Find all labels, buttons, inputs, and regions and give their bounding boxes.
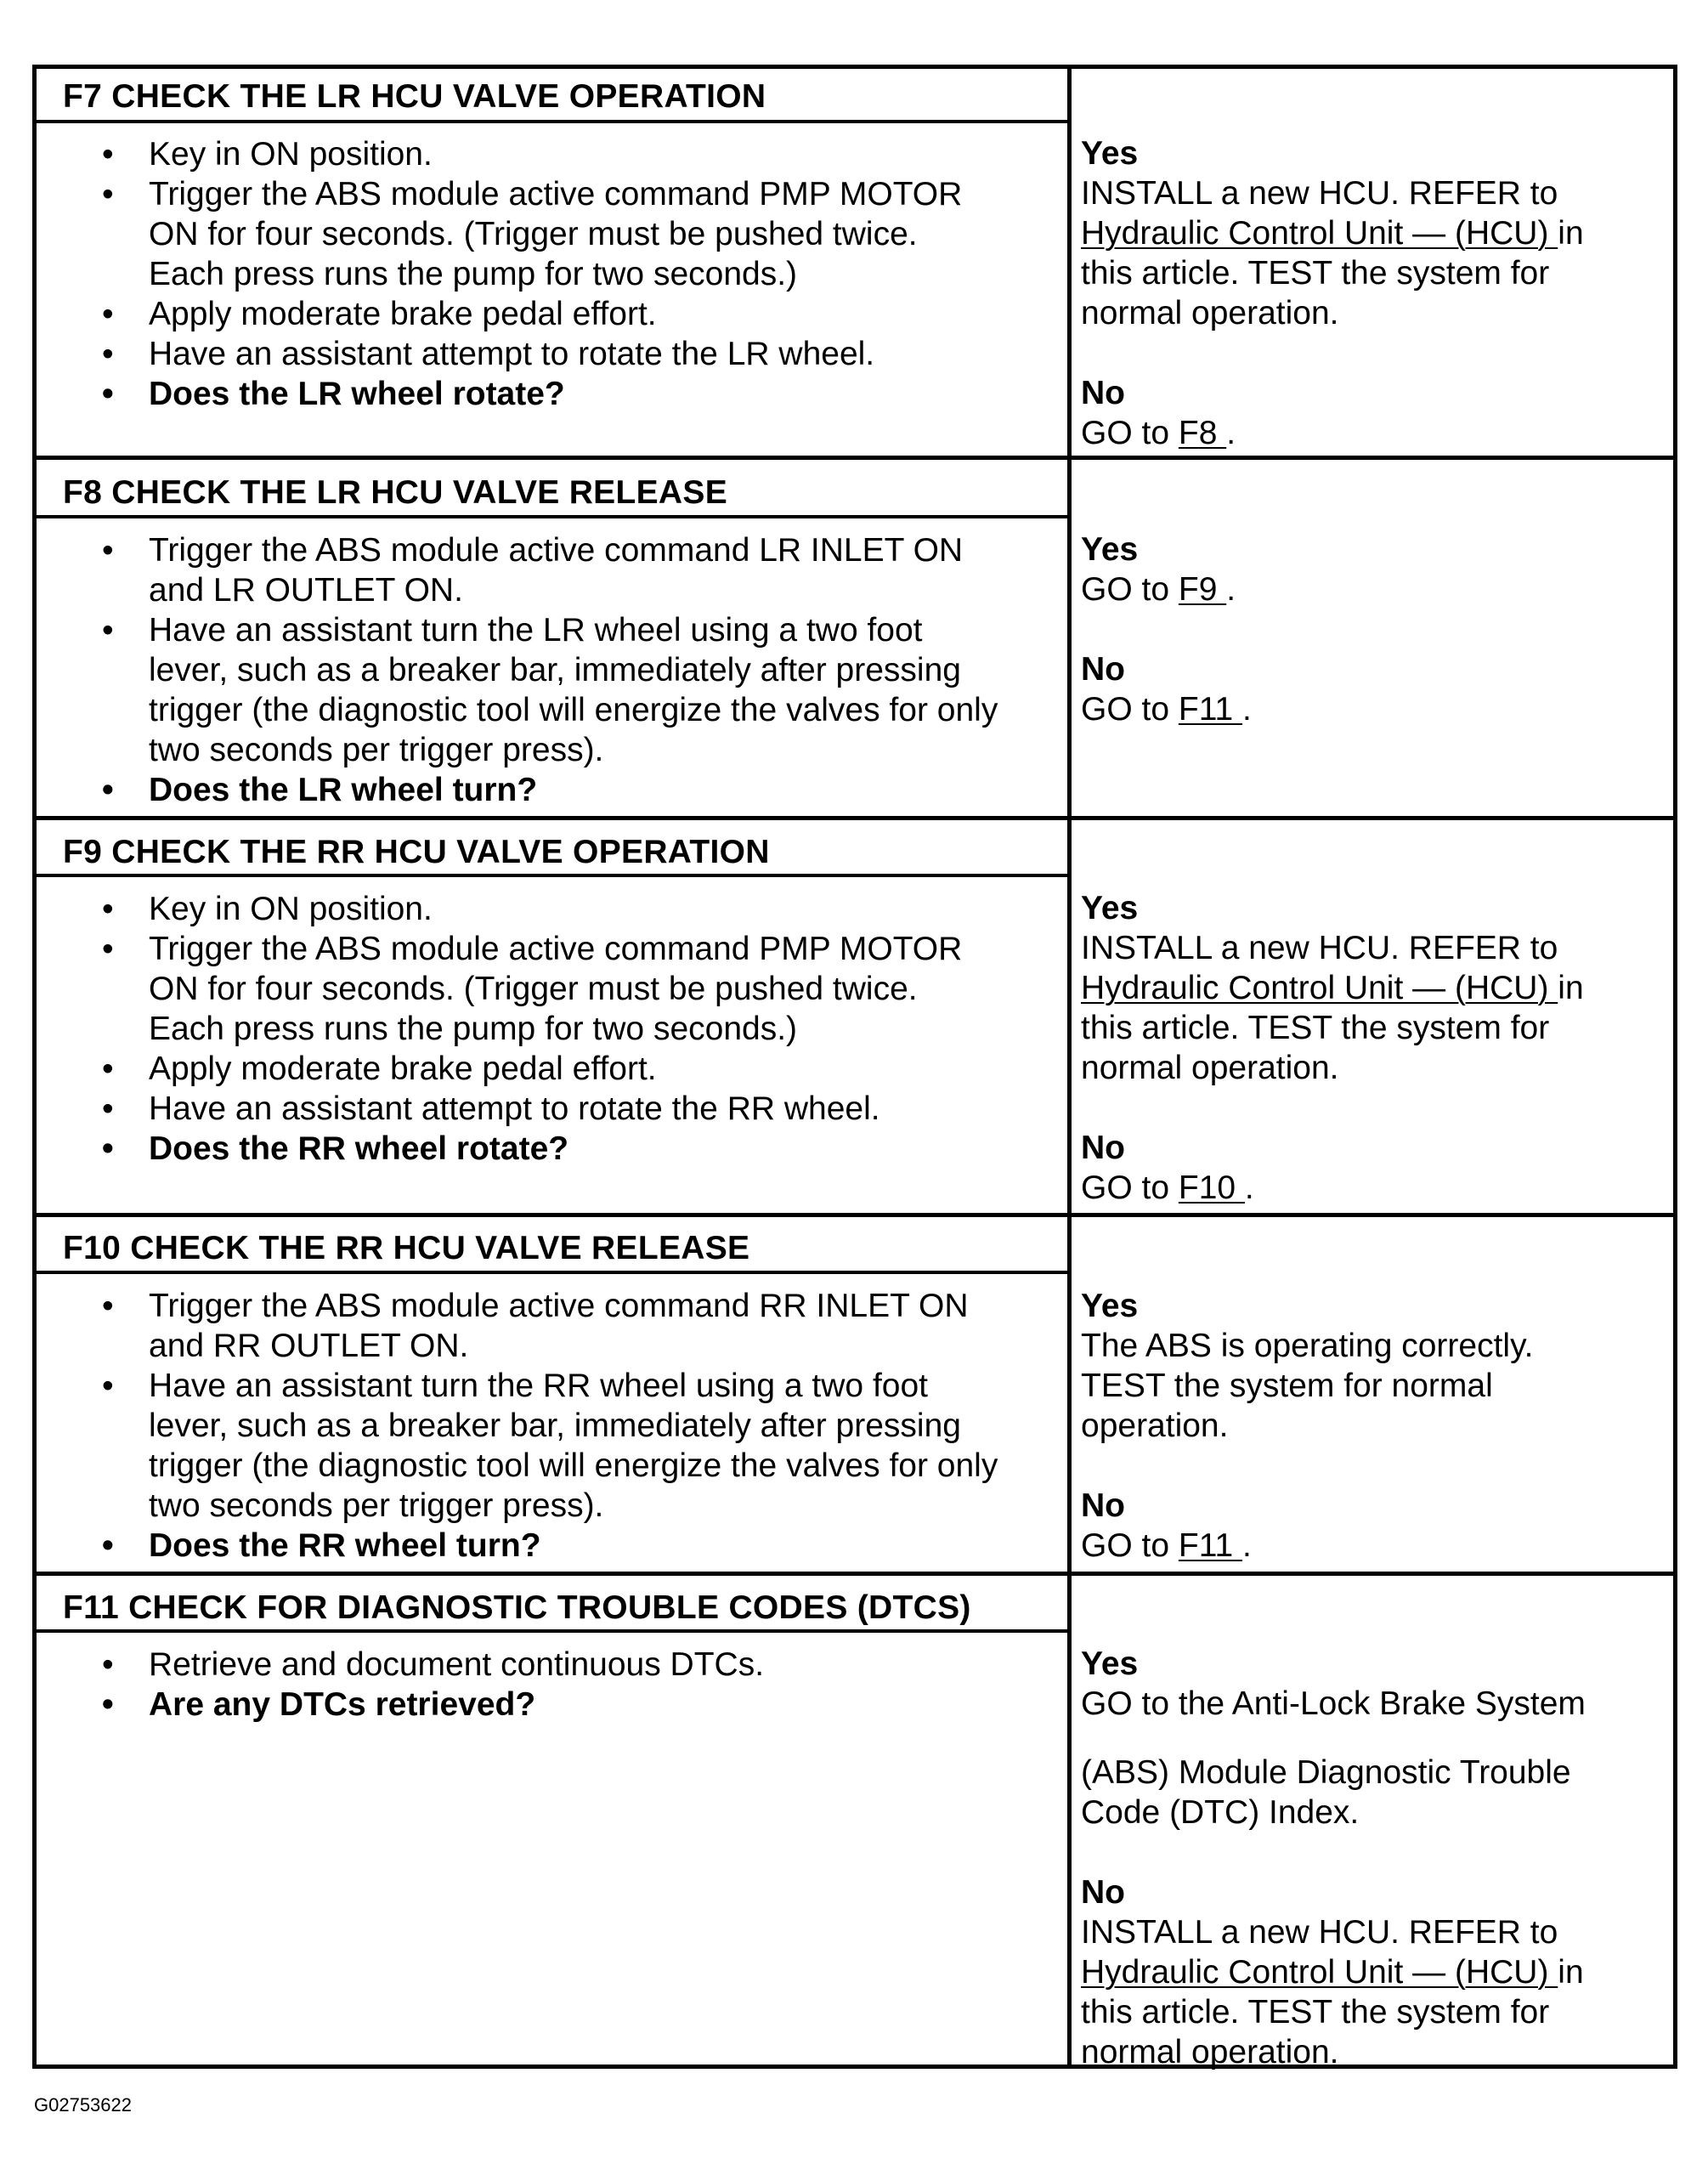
step-title: F7 CHECK THE LR HCU VALVE OPERATION — [63, 78, 766, 115]
no-label: No — [1081, 1130, 1125, 1166]
yes-label: Yes — [1081, 135, 1139, 172]
instruction-item: • Apply moderate brake pedal effort. — [102, 1049, 1058, 1089]
step-answers: Yes INSTALL a new HCU. REFER to Hydraulic Control Unit — (HCU) in this article. TEST the system for normal operation. No GO to F8 . — [1081, 133, 1667, 453]
yes-label: Yes — [1081, 531, 1139, 568]
step-instructions — [102, 889, 1058, 1169]
row-divider — [32, 1572, 1677, 1576]
no-label: No — [1081, 1874, 1125, 1911]
instruction-item: • Key in ON position. — [102, 889, 1058, 929]
goto-step-link[interactable]: F9 — [1178, 571, 1227, 608]
step-title: F8 CHECK THE LR HCU VALVE RELEASE — [63, 474, 728, 511]
yes-label: Yes — [1081, 1288, 1139, 1324]
goto-step-link[interactable]: F11 — [1178, 1527, 1243, 1564]
instruction-item: • Trigger the ABS module active command RR INLET ON and RR OUTLET ON. — [102, 1286, 1058, 1366]
step-instructions — [102, 1286, 1058, 1566]
instruction-item: • Trigger the ABS module active command LR INLET ON and LR OUTLET ON. — [102, 530, 1058, 610]
goto-step-link[interactable]: F10 — [1178, 1170, 1245, 1206]
step-question: • Are any DTCs retrieved? — [102, 1685, 1058, 1725]
step-question: • Does the RR wheel turn? — [102, 1526, 1058, 1566]
header-underline — [32, 874, 1072, 877]
row-divider — [32, 1213, 1677, 1217]
step-answers: Yes GO to F9 . No GO to F11 . — [1081, 530, 1667, 729]
hcu-reference-link[interactable]: Hydraulic Control Unit — (HCU) — [1081, 1954, 1558, 1991]
header-underline — [32, 515, 1072, 518]
step-answers: Yes GO to the Anti-Lock Brake System (ABS) Module Diagnostic Trouble Code (DTC) Index. No INSTALL a new HCU. REFER to Hydraulic Control Unit — (HCU) in this article. TEST the system for normal operation. — [1081, 1644, 1667, 2072]
instruction-item: • Have an assistant turn the RR wheel using a two foot lever, such as a breaker bar, immediately after pressing trigger (the diagnostic tool will energize the valves for only two seconds per trigger press). — [102, 1366, 1058, 1526]
step-question: • Does the LR wheel rotate? — [102, 374, 1058, 414]
header-underline — [32, 1629, 1072, 1633]
instruction-item: • Trigger the ABS module active command PMP MOTOR ON for four seconds. (Trigger must be pushed twice. Each press runs the pump for two seconds.) — [102, 174, 1058, 294]
column-divider — [1067, 65, 1072, 2069]
instruction-item: • Have an assistant attempt to rotate the LR wheel. — [102, 334, 1058, 374]
step-instructions — [102, 530, 1058, 810]
step-title: F9 CHECK THE RR HCU VALVE OPERATION — [63, 834, 770, 870]
instruction-item: • Key in ON position. — [102, 134, 1058, 174]
hcu-reference-link[interactable]: Hydraulic Control Unit — (HCU) — [1081, 970, 1558, 1006]
step-instructions — [102, 134, 1058, 414]
no-label: No — [1081, 1487, 1125, 1524]
yes-label: Yes — [1081, 1645, 1139, 1682]
yes-label: Yes — [1081, 890, 1139, 926]
row-divider — [32, 816, 1677, 820]
goto-step-link[interactable]: F8 — [1178, 415, 1227, 451]
step-answers: Yes The ABS is operating correctly. TEST the system for normal operation. No GO to F11 . — [1081, 1286, 1667, 1566]
instruction-item: • Have an assistant turn the LR wheel using a two foot lever, such as a breaker bar, immediately after pressing trigger (the diagnostic tool will energize the valves for only two seconds per trigger press). — [102, 610, 1058, 770]
instruction-item: • Trigger the ABS module active command PMP MOTOR ON for four seconds. (Trigger must be pushed twice. Each press runs the pump for two seconds.) — [102, 929, 1058, 1049]
no-label: No — [1081, 375, 1125, 411]
hcu-reference-link[interactable]: Hydraulic Control Unit — (HCU) — [1081, 215, 1558, 252]
step-answers: Yes INSTALL a new HCU. REFER to Hydraulic Control Unit — (HCU) in this article. TEST the system for normal operation. No GO to F10 . — [1081, 888, 1667, 1208]
step-instructions — [102, 1645, 1058, 1725]
header-underline — [32, 120, 1072, 123]
figure-code: G02753622 — [34, 2094, 132, 2116]
header-underline — [32, 1271, 1072, 1274]
no-label: No — [1081, 651, 1125, 688]
instruction-item: • Apply moderate brake pedal effort. — [102, 294, 1058, 334]
step-question: • Does the LR wheel turn? — [102, 770, 1058, 810]
step-title: F10 CHECK THE RR HCU VALVE RELEASE — [63, 1230, 750, 1266]
goto-step-link[interactable]: F11 — [1178, 691, 1243, 728]
row-divider — [32, 456, 1677, 460]
instruction-item: • Retrieve and document continuous DTCs. — [102, 1645, 1058, 1685]
step-question: • Does the RR wheel rotate? — [102, 1129, 1058, 1169]
step-title: F11 CHECK FOR DIAGNOSTIC TROUBLE CODES (DTCS) — [63, 1589, 971, 1626]
instruction-item: • Have an assistant attempt to rotate the RR wheel. — [102, 1089, 1058, 1129]
